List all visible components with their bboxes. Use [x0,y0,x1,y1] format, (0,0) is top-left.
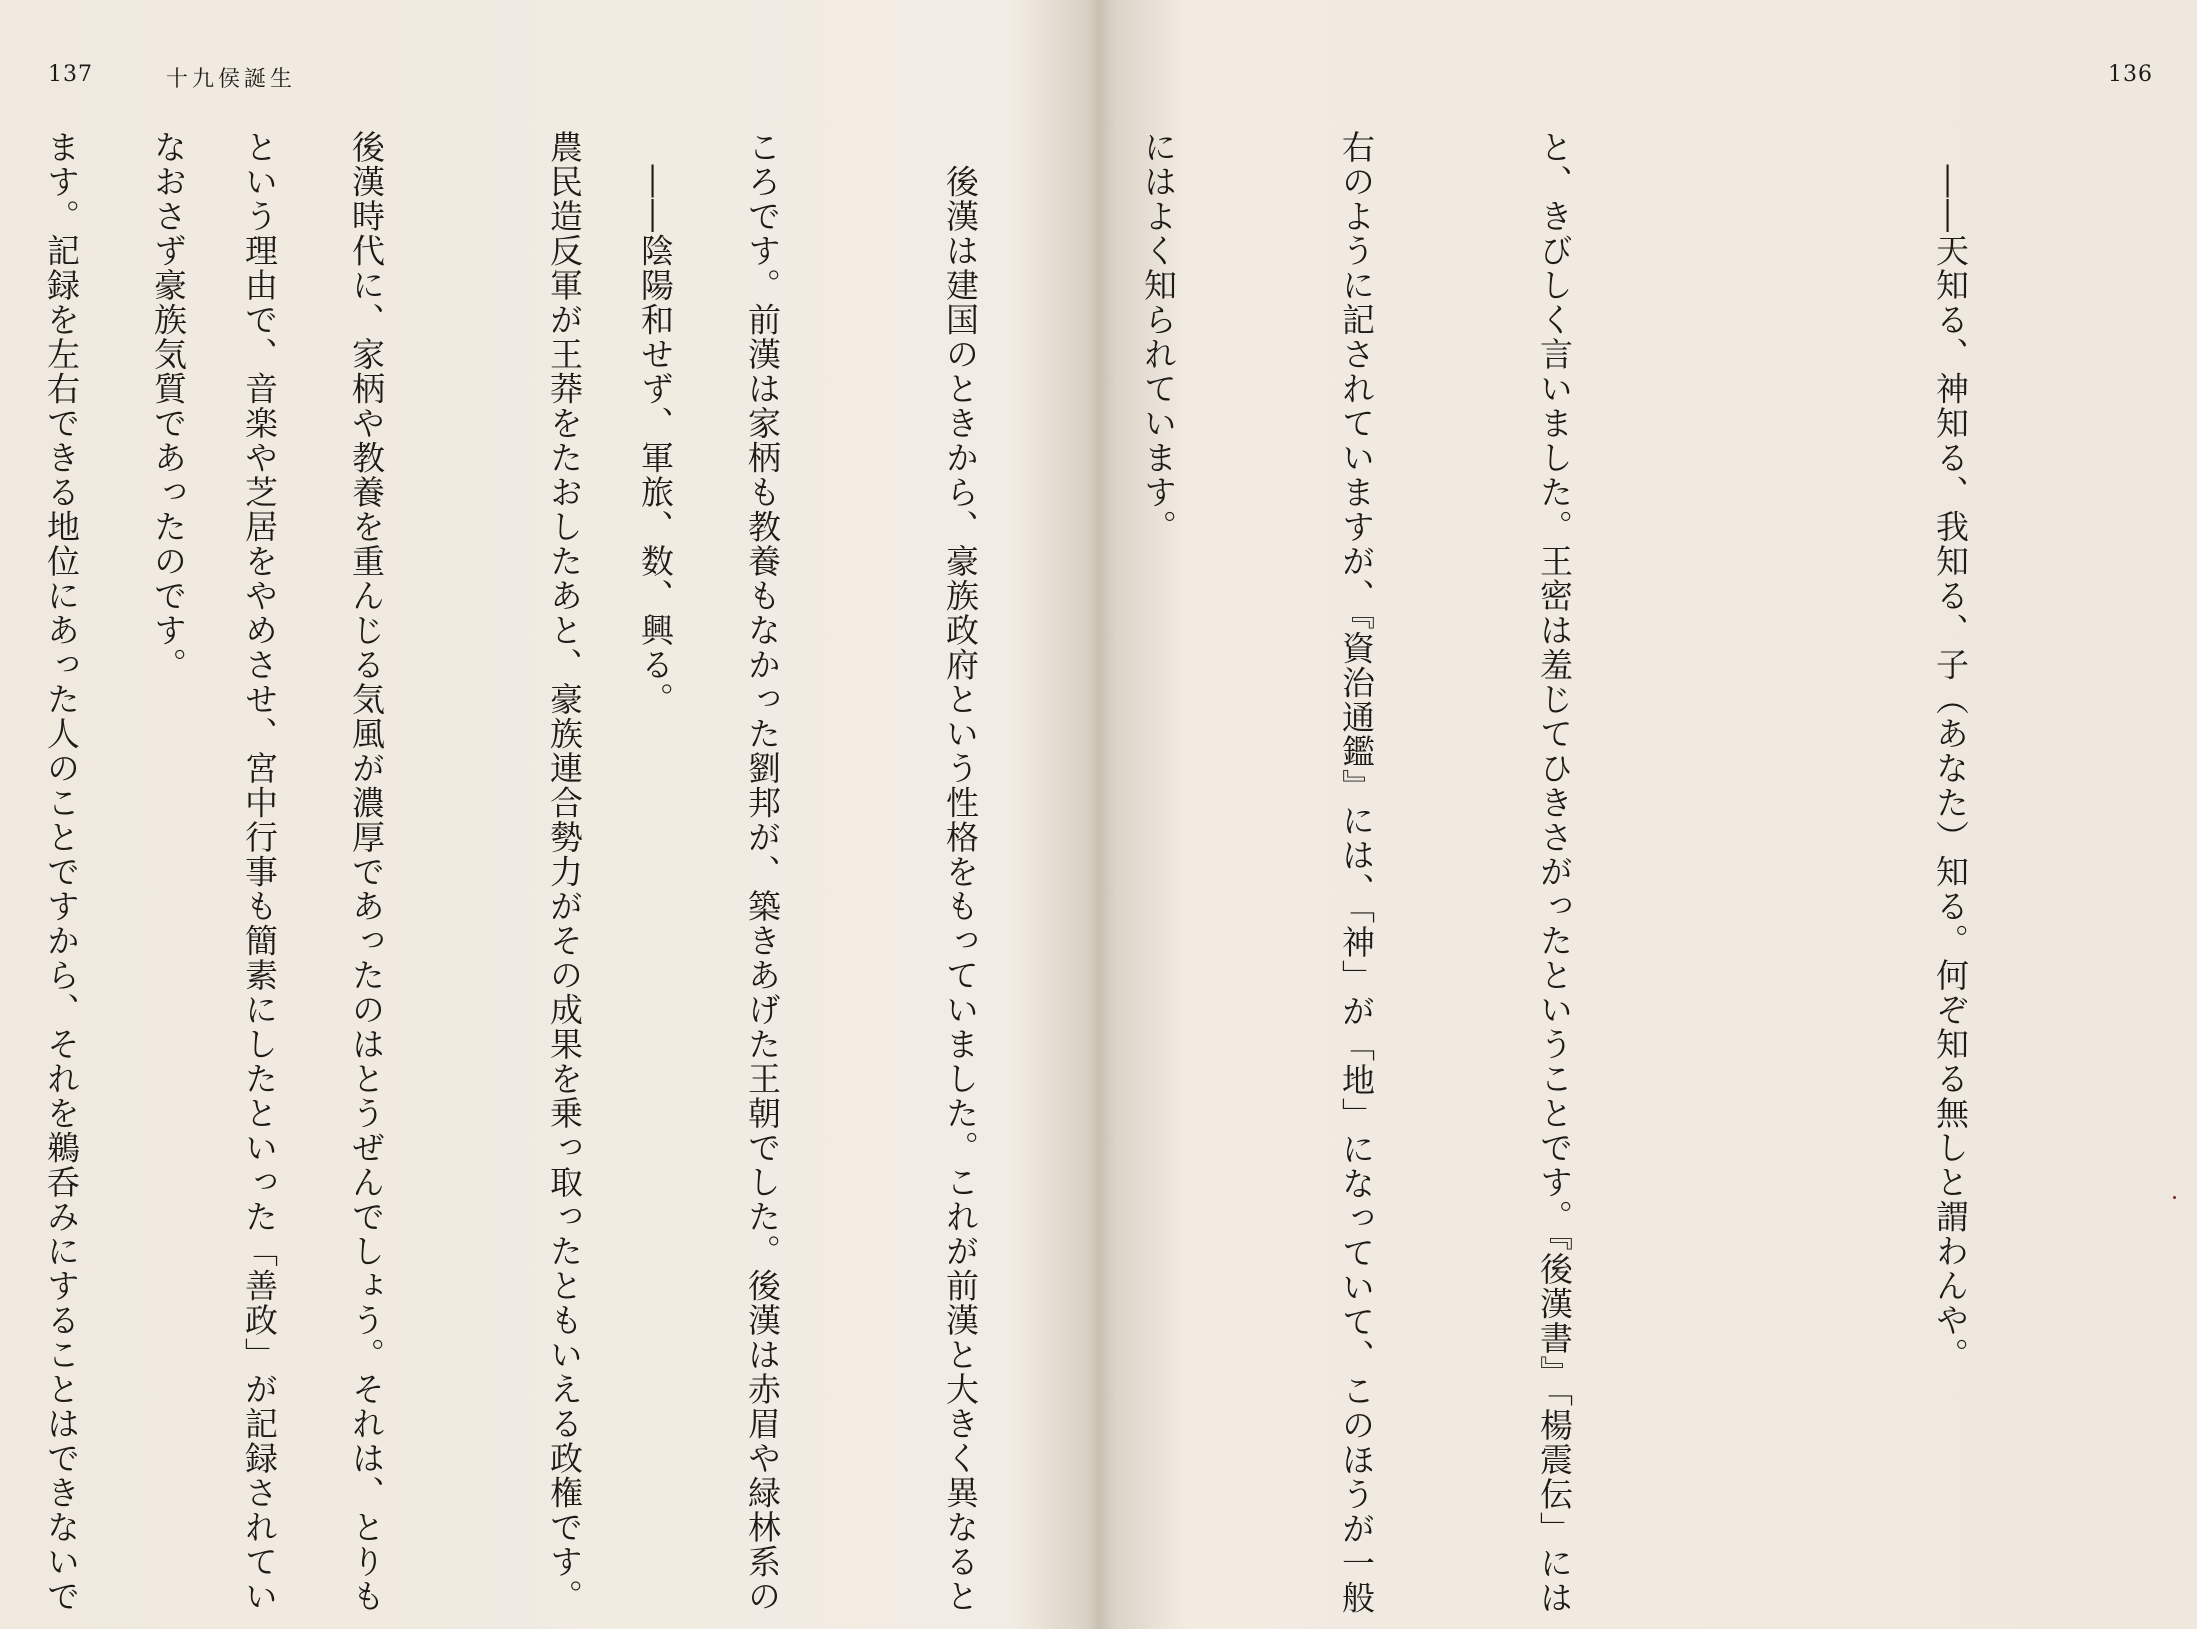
text-line: 右のように記されていますが、『資治通鑑』には、「神」が「地」になっていて、このほうが一般 [1337,130,1376,1615]
text-line: と、きびしく言いました。王密は羞じてひきさがったということです。『後漢書』「楊震伝」には [1535,130,1574,1615]
text-line: にはよく知られています。 [1139,130,1178,544]
text-line: 後漢時代に、家柄や教養を重んじる気風が濃厚であったのはとうぜんでしょう。それは、とりも [347,130,386,1614]
text-line: ――陰陽和せず、軍旅、数、興る。 [636,130,675,717]
text-line: 後漢は建国のときから、豪族政府という性格をもっていました。これが前漢と大きく異なると [941,130,980,1614]
page-number-right: 136 [2108,62,2153,87]
page-number-left: 137 [48,62,93,87]
text-line [0,130,3,1580]
text-line: なおさず豪族気質であったのです。 [149,130,188,682]
running-head: 十九侯誕生 [166,67,297,92]
paper-speck [2173,1196,2176,1199]
text-line: という理由で、音楽や芝居をやめさせ、宮中行事も簡素にしたといった「善政」が記録されてい [240,130,279,1614]
text-line: 農民造反軍が王莽をたおしたあと、豪族連合勢力がその成果を乗っ取ったともいえる政権です。 [545,130,584,1614]
text-line: ます。記録を左右できる地位にあった人のことですから、それを鵜呑みにすることはできないで [42,130,81,1614]
text-line: ――天知る、神知る、我知る、子（あなた）知る。何ぞ知る無しと謂わんや。 [1931,130,1970,1372]
text-line: ころです。前漢は家柄も教養もなかった劉邦が、築きあげた王朝でした。後漢は赤眉や緑林系の [743,130,782,1614]
text-line [1719,130,1785,1580]
